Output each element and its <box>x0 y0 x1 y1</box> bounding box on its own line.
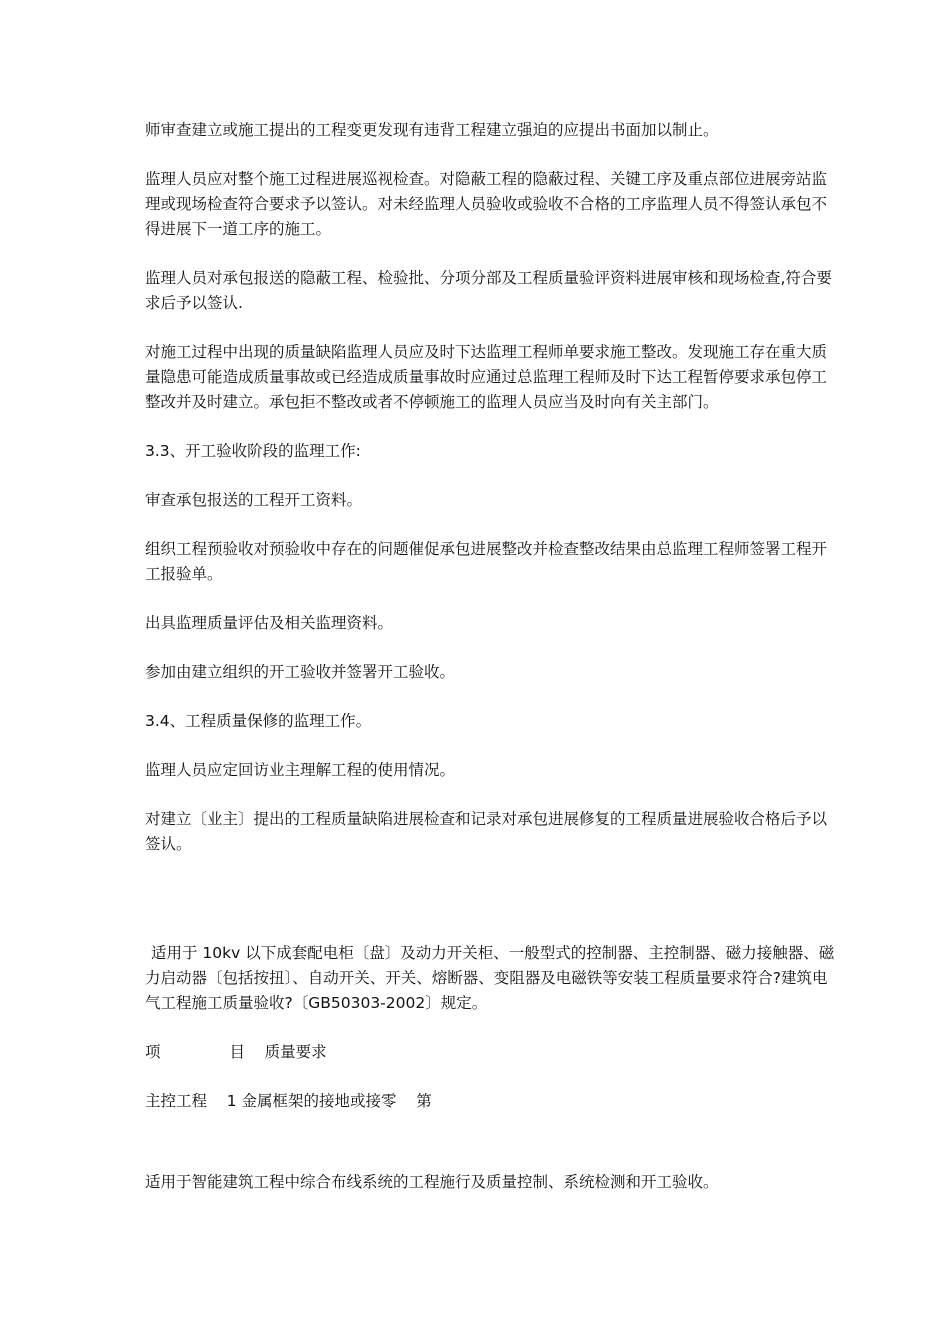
table-header: 项 目 质量要求 <box>145 1043 327 1061</box>
paragraph: 师审查建立或施工提出的工程变更发现有违背工程建立强迫的应提出书面加以制止。 <box>145 121 719 139</box>
paragraph: 监理人员应定回访业主理解工程的使用情况。 <box>145 761 456 779</box>
paragraph: 出具监理质量评估及相关监理资料。 <box>145 614 394 632</box>
paragraph: 审查承包报送的工程开工资料。 <box>145 491 363 509</box>
paragraph: 组织工程预验收对预验收中存在的问题催促承包进展整改并检查整改结果由总监理工程师签署工程开工报验单。 <box>145 540 828 583</box>
paragraph: 对建立〔业主〕提出的工程质量缺陷进展检查和记录对承包进展修复的工程质量进展验收合格后予以签认。 <box>145 810 828 853</box>
spacer <box>145 1138 835 1170</box>
section-heading: 3.4、工程质量保修的监理工作。 <box>145 712 372 730</box>
paragraph: 监理人员应对整个施工过程进展巡视检查。对隐蔽工程的隐蔽过程、关键工序及重点部位进展旁站监理或现场检查符合要求予以签认。对未经监理人员验收或验收不合格的工序监理人员不得签认承包不得进展下一道工序的施工。 <box>145 170 828 238</box>
scope-paragraph: 适用于 10kv 以下成套配电柜〔盘〕及动力开关柜、一般型式的控制器、主控制器、磁力接触器、磁力启动器〔包括按扭〕、自动开关、开关、熔断器、变阻器及电磁铁等安装工程质量要求符合?建筑电气工程施工质量验收?〔GB50303-2002〕规定。 <box>145 944 835 1012</box>
paragraph: 参加由建立组织的开工验收并签署开工验收。 <box>145 663 456 681</box>
paragraph: 对施工过程中出现的质量缺陷监理人员应及时下达监理工程师单要求施工整改。发现施工存在重大质量隐患可能造成质量事故或已经造成质量事故时应通过总监理工程师及时下达工程暂停要求承包停工整改并及时建立。承包拒不整改或者不停顿施工的监理人员应当及时向有关主部门。 <box>145 343 828 411</box>
table-row: 主控工程 1 金属框架的接地或接零 第 <box>145 1092 432 1110</box>
spacer <box>145 881 835 941</box>
paragraph: 适用于智能建筑工程中综合布线系统的工程施行及质量控制、系统检测和开工验收。 <box>145 1173 719 1191</box>
section-heading: 3.3、开工验收阶段的监理工作: <box>145 442 361 460</box>
document-page <box>145 118 835 1219</box>
paragraph: 监理人员对承包报送的隐蔽工程、检验批、分项分部及工程质量验评资料进展审核和现场检查,符合要求后予以签认. <box>145 269 832 312</box>
